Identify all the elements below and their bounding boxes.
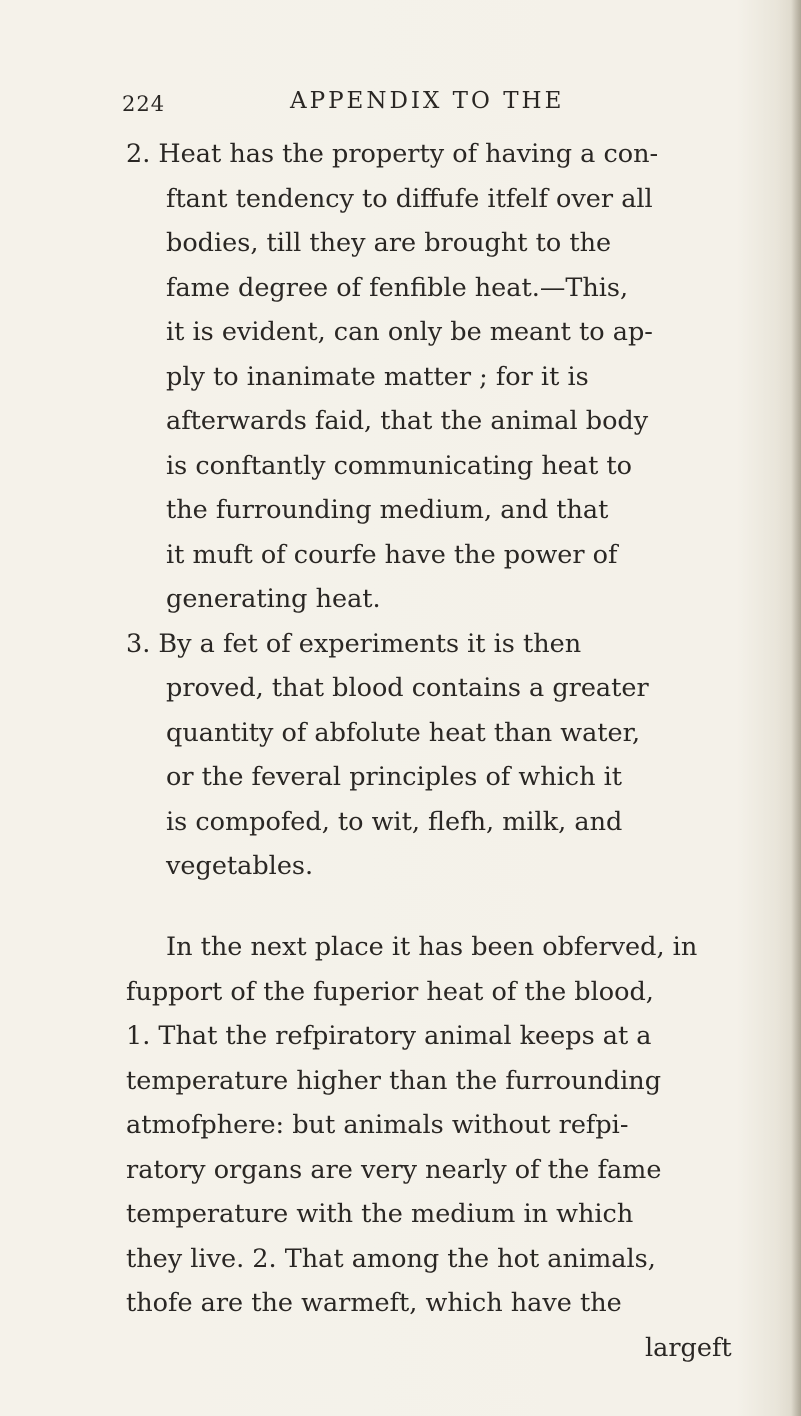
text-line: 2. Heat has the property of having a con-	[126, 139, 659, 169]
text-line: afterwards faid, that the animal body	[166, 406, 649, 436]
text-line: temperature with the medium in which	[126, 1199, 634, 1229]
text-line: fupport of the fuperior heat of the blood,	[126, 977, 654, 1007]
text-line: atmofphere: but animals without refpi-	[126, 1110, 629, 1140]
text-line: In the next place it has been obferved, in	[166, 932, 698, 962]
text-line: temperature higher than the furrounding	[126, 1066, 662, 1096]
page-header	[122, 86, 642, 126]
text-line: 3. By a fet of experiments it is then	[126, 629, 582, 659]
text-line: it is evident, can only be meant to ap-	[166, 317, 653, 347]
catchword: largeft	[645, 1333, 732, 1363]
page-edge-shadow	[791, 0, 801, 1416]
text-line: vegetables.	[166, 851, 314, 881]
page-number: 224	[122, 92, 166, 116]
text-line: proved, that blood contains a greater	[166, 673, 649, 703]
text-line: the furrounding medium, and that	[166, 495, 609, 525]
text-line: thofe are the warmeft, which have the	[126, 1288, 622, 1318]
text-line: they live. 2. That among the hot animals,	[126, 1244, 656, 1274]
text-line: it muft of courfe have the power of	[166, 540, 618, 570]
text-line: ply to inanimate matter ; for it is	[166, 362, 589, 392]
text-line: is compofed, to wit, flefh, milk, and	[166, 807, 623, 837]
text-line: fame degree of fenfible heat.—This,	[166, 273, 629, 303]
text-line: bodies, till they are brought to the	[166, 228, 612, 258]
text-line: is conftantly communicating heat to	[166, 451, 633, 481]
running-head: APPENDIX TO THE	[290, 88, 565, 114]
text-line: generating heat.	[166, 584, 381, 614]
text-line: quantity of abfolute heat than water,	[166, 718, 641, 748]
text-line: or the feveral principles of which it	[166, 762, 622, 792]
text-line: ratory organs are very nearly of the fame	[126, 1155, 662, 1185]
text-line: ftant tendency to diffufe itfelf over all	[166, 184, 653, 214]
text-line: 1. That the refpiratory animal keeps at a	[126, 1021, 652, 1051]
